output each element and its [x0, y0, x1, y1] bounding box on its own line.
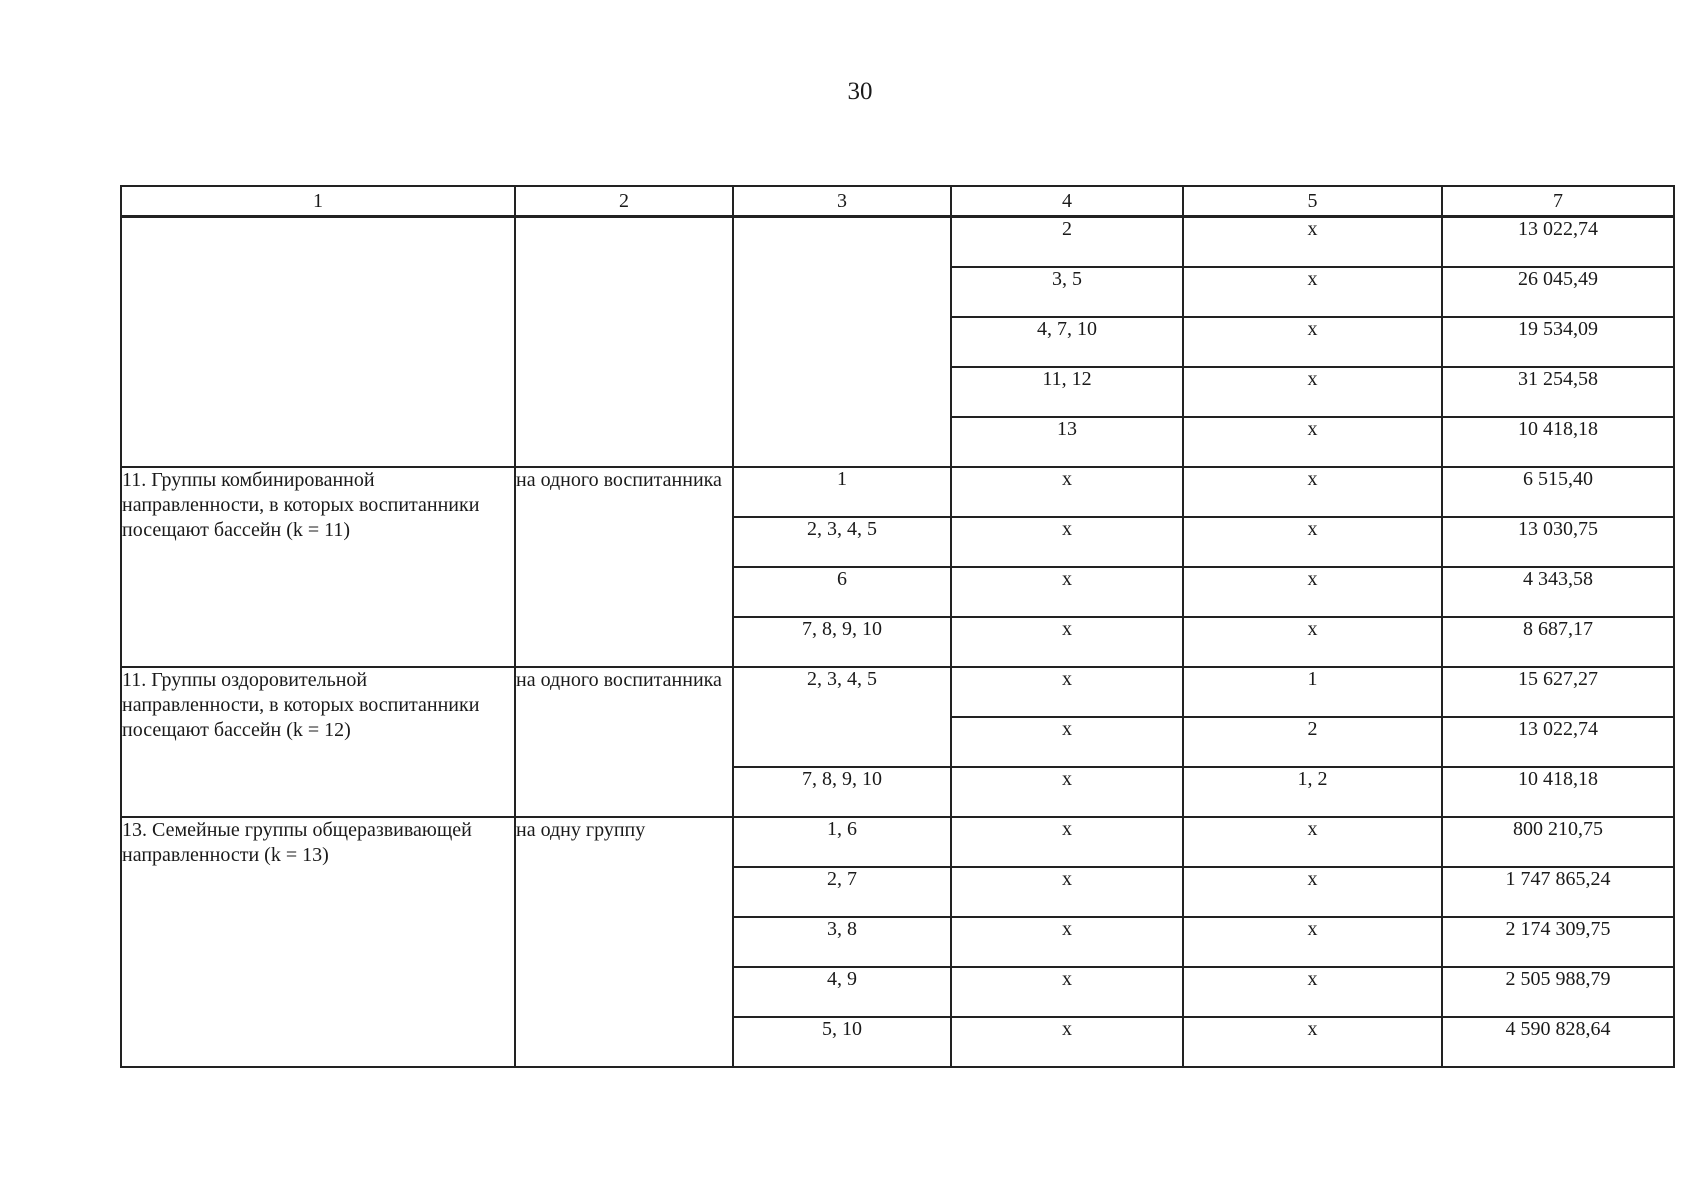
cell-col5: х [1183, 1017, 1442, 1067]
cell-col7: 13 030,75 [1442, 517, 1674, 567]
cell-col4: х [951, 467, 1183, 517]
column-header: 3 [733, 186, 951, 217]
cell-col7: 8 687,17 [1442, 617, 1674, 667]
cell-col3: 1 [733, 467, 951, 517]
column-header: 4 [951, 186, 1183, 217]
cell-col7: 10 418,18 [1442, 417, 1674, 467]
cell-col5: х [1183, 217, 1442, 268]
cell-col4: 13 [951, 417, 1183, 467]
unit-cell: на одну группу [515, 817, 733, 1067]
cell-col3: 1, 6 [733, 817, 951, 867]
table-row [121, 817, 1674, 867]
cell-col4: х [951, 867, 1183, 917]
unit-cell: на одного воспитанника [515, 467, 733, 667]
cell-col7: 2 174 309,75 [1442, 917, 1674, 967]
cell-col3: 7, 8, 9, 10 [733, 617, 951, 667]
cell-col4: х [951, 917, 1183, 967]
cell-col7: 1 747 865,24 [1442, 867, 1674, 917]
cell-col5: х [1183, 817, 1442, 867]
cell-col4: х [951, 717, 1183, 767]
cell-col5: х [1183, 317, 1442, 367]
cell-col5: х [1183, 517, 1442, 567]
cell-col3: 2, 3, 4, 5 [733, 517, 951, 567]
cell-col4: х [951, 667, 1183, 717]
cell-col4: 3, 5 [951, 267, 1183, 317]
cell-col3: 7, 8, 9, 10 [733, 767, 951, 817]
table-row [121, 667, 1674, 717]
cell-col4: 11, 12 [951, 367, 1183, 417]
cell-col5: х [1183, 567, 1442, 617]
cell-col3: 4, 9 [733, 967, 951, 1017]
cell-col7: 4 343,58 [1442, 567, 1674, 617]
cell-col4: 4, 7, 10 [951, 317, 1183, 367]
table-row [121, 467, 1674, 517]
cell-col4: х [951, 517, 1183, 567]
cell-col7: 15 627,27 [1442, 667, 1674, 717]
cell-col7: 10 418,18 [1442, 767, 1674, 817]
cell-col5: х [1183, 917, 1442, 967]
cell-col5: 1, 2 [1183, 767, 1442, 817]
cell-col4: 2 [951, 217, 1183, 268]
page-number: 30 [847, 78, 873, 105]
header-row [121, 186, 1674, 217]
table-row [121, 217, 1674, 268]
cell-col5: х [1183, 417, 1442, 467]
cell-col7: 31 254,58 [1442, 367, 1674, 417]
cell-col4: х [951, 567, 1183, 617]
cell-col4: х [951, 817, 1183, 867]
cell-col3: 3, 8 [733, 917, 951, 967]
description-cell: 11. Группы оздоровительной направленности, в которых воспитанники посещают бассейн (k = 12) [121, 667, 515, 817]
cell-col7: 19 534,09 [1442, 317, 1674, 367]
cell-col4: х [951, 967, 1183, 1017]
cell-col3: 2, 3, 4, 5 [733, 667, 951, 767]
cell-col4: х [951, 767, 1183, 817]
cell-col7: 800 210,75 [1442, 817, 1674, 867]
column-header: 1 [121, 186, 515, 217]
description-cell [121, 217, 515, 468]
cell-col7: 2 505 988,79 [1442, 967, 1674, 1017]
cell-col7: 4 590 828,64 [1442, 1017, 1674, 1067]
cell-col5: 2 [1183, 717, 1442, 767]
description-cell: 13. Семейные группы общеразвивающей направленности (k = 13) [121, 817, 515, 1067]
column-header: 7 [1442, 186, 1674, 217]
cell-col3: 6 [733, 567, 951, 617]
cell-col4: х [951, 617, 1183, 667]
cell-col7: 6 515,40 [1442, 467, 1674, 517]
column-header: 5 [1183, 186, 1442, 217]
cell-col4: х [951, 1017, 1183, 1067]
cell-col7: 26 045,49 [1442, 267, 1674, 317]
cell-col3: 5, 10 [733, 1017, 951, 1067]
age-group-cell [733, 217, 951, 468]
tariff-table [120, 185, 1675, 1068]
cell-col5: х [1183, 967, 1442, 1017]
unit-cell [515, 217, 733, 468]
cell-col5: х [1183, 367, 1442, 417]
cell-col7: 13 022,74 [1442, 717, 1674, 767]
cell-col5: х [1183, 467, 1442, 517]
cell-col5: 1 [1183, 667, 1442, 717]
cell-col7: 13 022,74 [1442, 217, 1674, 268]
cell-col3: 2, 7 [733, 867, 951, 917]
column-header: 2 [515, 186, 733, 217]
cell-col5: х [1183, 867, 1442, 917]
cell-col5: х [1183, 267, 1442, 317]
description-cell: 11. Группы комбинированной направленности, в которых воспитанники посещают бассейн (k = 11) [121, 467, 515, 667]
unit-cell: на одного воспитанника [515, 667, 733, 817]
cell-col5: х [1183, 617, 1442, 667]
